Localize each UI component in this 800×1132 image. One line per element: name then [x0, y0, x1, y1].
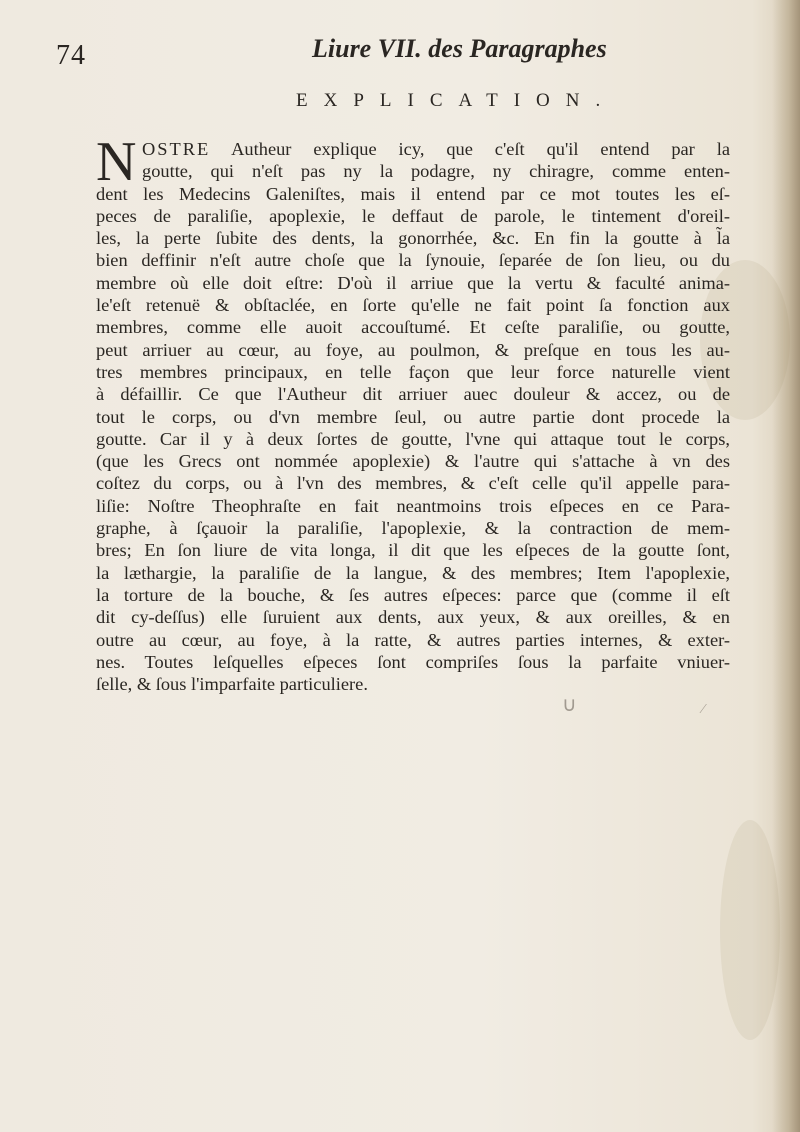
text-line: la torture de la bouche, & ſes autres eſpeces: parce que (comme il eſt — [96, 584, 730, 605]
text-line: goutte. Car il y à deux ſortes de goutte, l'vne qui attaque tout le corps, — [96, 428, 730, 449]
text-line: le'eſt retenuë & obſtaclée, en ſorte qu'elle ne fait point ſa fonction aux — [96, 295, 730, 316]
text-line: dent les Medecins Galeniſtes, mais il entend par ce mot toutes les eſ- — [96, 183, 730, 204]
text-line: graphe, à ſçauoir la paraliſie, l'apoplexie, & la contraction de mem- — [96, 518, 730, 539]
text-line: ſelle, & ſous l'imparfaite particuliere. — [96, 674, 368, 695]
text-line: goutte, qui n'eſt pas ny la podagre, ny chiragre, comme enten- — [142, 161, 730, 182]
first-word: OSTRE — [142, 139, 211, 159]
text-line: les, la perte ſubite des dents, la gonorrhée, &c. En fin la goutte à l̃a — [96, 228, 730, 249]
section-title: EXPLICATION. — [296, 90, 617, 111]
text-line: la læthargie, la paraliſie de la langue, & des membres; Item l'apoplexie, — [96, 562, 730, 583]
drop-cap: N — [96, 131, 137, 193]
page-number: 74 — [56, 40, 86, 71]
text-line: peut arriuer au cœur, au foye, au poulmon, & preſque en tous les au- — [96, 339, 730, 360]
body-text — [96, 131, 730, 695]
paper-stain — [720, 820, 780, 1040]
text-line: membres, comme elle auoit accouſtumé. Et ceſte paraliſie, ou goutte, — [96, 317, 730, 338]
text-line: nes. Toutes leſquelles eſpeces ſont compriſes ſous la parfaite vniuer- — [96, 651, 730, 672]
text-line: membre où elle doit eſtre: D'où il arriue que la vertu & faculté anima- — [96, 272, 730, 293]
text-line: peces de paraliſie, apoplexie, le deffaut de parole, le tintement d'oreil- — [96, 205, 730, 226]
running-head: Liure VII. des Paragraphes — [312, 34, 607, 63]
text-line: dit cy-deſſus) elle ſuruient aux dents, aux yeux, & aux oreilles, & en — [96, 607, 730, 628]
ink-mark: ⁄ — [702, 702, 705, 717]
text-line: coſtez du corps, ou à l'vn des membres, & c'eſt celle qu'il appelle para- — [96, 473, 730, 494]
text-line: liſie: Noſtre Theophraſte en fait neantmoins trois eſpeces en ce Para- — [96, 495, 730, 516]
text-line: (que les Grecs ont nommée apoplexie) & l'autre qui s'attache à vn des — [96, 451, 730, 472]
text-line: tout le corps, ou d'vn membre ſeul, ou autre partie dont procede la — [96, 406, 730, 427]
text-line: bres; En ſon liure de vita longa, il dit que les eſpeces de la goutte ſont, — [96, 540, 730, 561]
text-line: OSTRE Autheur explique icy, que c'eſt qu'il entend par la — [142, 139, 730, 159]
text-line: outre au cœur, au foye, à la ratte, & autres parties internes, & exter- — [96, 629, 730, 650]
text-line: tres membres principaux, en telle façon que leur force naturelle vient — [96, 361, 730, 382]
text-line: bien deffinir n'eſt autre choſe que la ſynouie, ſeparée de ſon lieu, ou du — [96, 250, 730, 271]
text-line: à défaillir. Ce que l'Autheur dit arriuer auec douleur & accez, ou de — [96, 384, 730, 405]
ink-mark: ∪ — [562, 694, 577, 716]
